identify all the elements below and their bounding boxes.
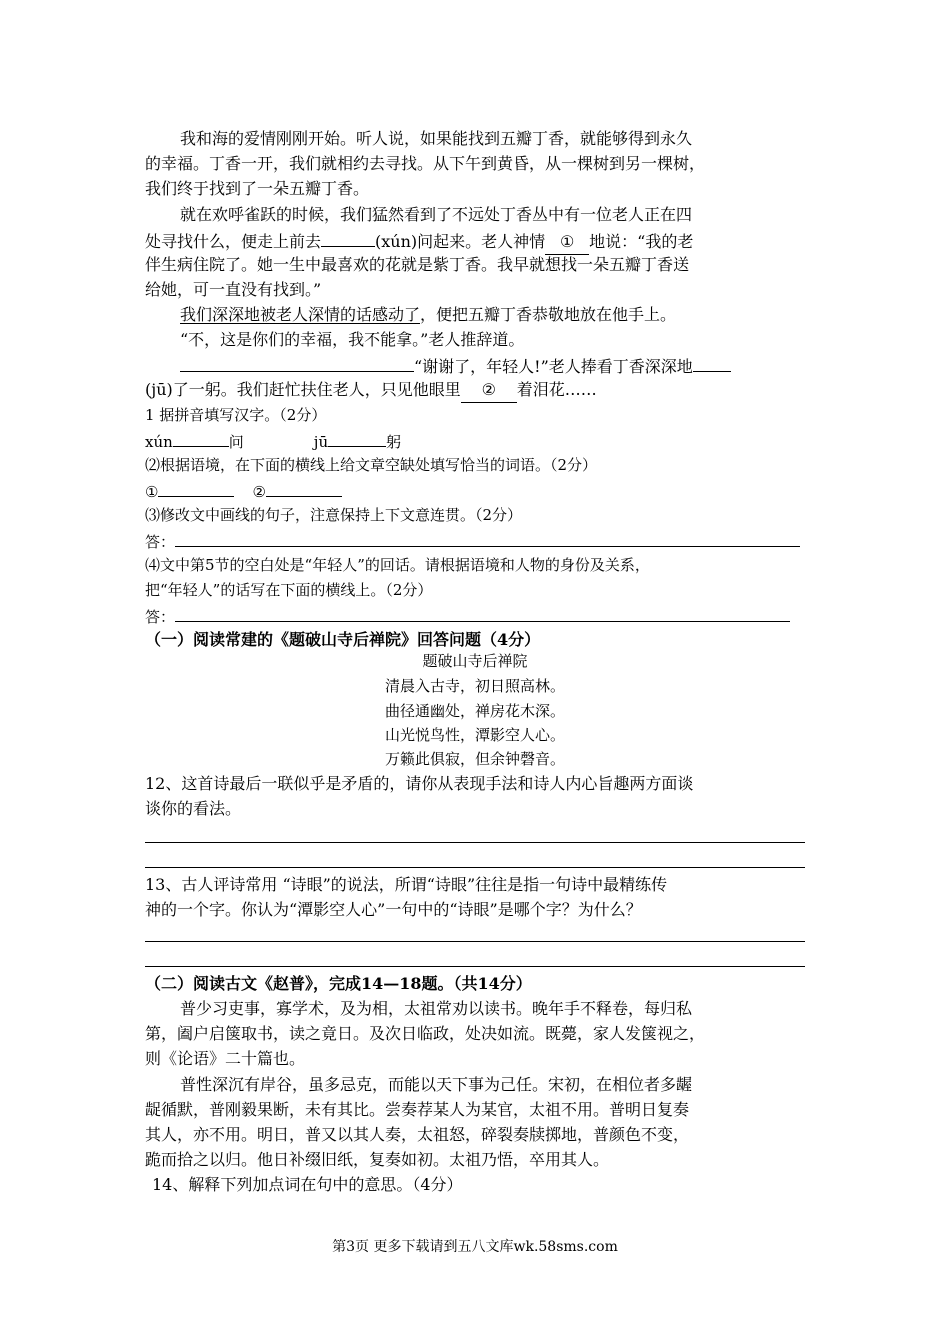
answer-blank-ju[interactable] <box>328 428 386 447</box>
answer-marker-1: ① <box>145 483 159 501</box>
char-gong: 躬 <box>386 433 402 451</box>
passage-p2-line2 <box>145 228 693 255</box>
question-4-line1: ⑷文中第5节的空白处是“年轻人”的回话。请根据语境和人物的身份及关系， <box>145 556 650 574</box>
fill-blank-reply[interactable] <box>180 353 414 372</box>
answer-line-q12-2[interactable] <box>145 867 805 868</box>
answer-line-q13-1[interactable] <box>145 941 805 942</box>
question-13-line2: 神的一个字。你认为“潭影空人心”一句中的“诗眼”是哪个字？为什么？ <box>145 900 642 919</box>
poem-line-4: 万籁此俱寂，但余钟磬音。 <box>384 750 565 768</box>
fill-blank-2[interactable] <box>461 378 517 403</box>
pinyin-ju: jū <box>313 433 329 451</box>
classical-p2-line2: 龊循默，普刚毅果断，未有其比。尝奏荐某人为某官，太祖不用。普明日复奏 <box>145 1100 690 1119</box>
question-1-answer-row <box>145 428 401 454</box>
text-segment: ，便把五瓣丁香恭敬地放在他手上。 <box>420 305 677 324</box>
classical-p2-line1: 普性深沉有岸谷，虽多忌克，而能以天下事为己任。宋初，在相位者多龌 <box>180 1075 693 1094</box>
passage-p2-line3: 伴生病住院了。她一生中最喜欢的花就是紫丁香。我早就想找一朵五瓣丁香送 <box>145 255 690 274</box>
question-12-line1: 12、这首诗最后一联似乎是矛盾的，请你从表现手法和诗人内心旨趣两方面谈 <box>145 774 694 793</box>
question-2: ⑵根据语境，在下面的横线上给文章空缺处填写恰当的词语。（2分） <box>145 456 598 474</box>
underlined-sentence: 我们深深地被老人深情的话感动了 <box>180 305 421 324</box>
passage-p5-line2 <box>145 378 597 403</box>
text-segment: 地说：“我的老 <box>589 232 694 251</box>
text-segment: (xún)问起来。老人神情 <box>375 232 546 251</box>
text-segment: “谢谢了，年轻人!”老人捧看丁香深深地 <box>414 357 693 376</box>
fill-blank-1[interactable] <box>545 230 589 255</box>
question-14: 14、解释下列加点词在句中的意思。（4分） <box>152 1175 463 1194</box>
fill-blank-ju[interactable] <box>693 353 731 372</box>
answer-line-q3[interactable] <box>175 528 800 547</box>
classical-p1-line1: 普少习吏事，寡学术，及为相，太祖常劝以读书。晚年手不释卷，每归私 <box>180 999 693 1018</box>
classical-p2-line4: 跪而拾之以归。他日补缀旧纸，复奏如初。太祖乃悟，卒用其人。 <box>145 1150 610 1169</box>
answer-line-q12-1[interactable] <box>145 842 805 843</box>
answer-line-q4[interactable] <box>175 603 790 622</box>
poem-line-3: 山光悦鸟性，潭影空人心。 <box>384 726 565 744</box>
pinyin-xun: xún <box>145 433 173 451</box>
blank-marker-2: ② <box>481 380 496 399</box>
poem-line-1: 清晨入古寺，初日照高林。 <box>384 677 565 695</box>
passage-p4: “不，这是你们的幸福，我不能拿。”老人推辞道。 <box>180 330 525 349</box>
passage-p5-line1 <box>180 353 731 379</box>
answer-blank-2[interactable] <box>266 478 342 497</box>
classical-p1-line3: 则《论语》二十篇也。 <box>145 1049 306 1068</box>
answer-blank-1[interactable] <box>158 478 234 497</box>
question-2-answer-row <box>145 478 342 504</box>
poem-title: 题破山寺后禅院 <box>422 652 528 670</box>
answer-label: 答： <box>145 533 176 551</box>
question-3-answer-row <box>145 528 800 554</box>
question-3: ⑶修改文中画线的句子，注意保持上下文意连贯。（2分） <box>145 506 523 524</box>
passage-p1-line3: 我们终于找到了一朵五瓣丁香。 <box>145 179 370 198</box>
question-1: 1 据拼音填写汉字。（2分） <box>145 406 327 424</box>
classical-p1-line2: 第，阖户启箧取书，读之竟日。及次日临政，处决如流。既薨，家人发箧视之， <box>145 1024 706 1043</box>
text-segment: 着泪花…… <box>516 380 597 399</box>
answer-blank-xun[interactable] <box>173 428 229 447</box>
passage-p2-line4: 给她，可一直没有找到。” <box>145 280 322 299</box>
answer-line-q13-2[interactable] <box>145 966 805 967</box>
question-4-line2: 把“年轻人”的话写在下面的横线上。（2分） <box>145 581 433 599</box>
blank-marker-1: ① <box>559 232 575 251</box>
passage-p1-line2: 的幸福。丁香一开，我们就相约去寻找。从下午到黄昏，从一棵树到另一棵树， <box>145 154 706 173</box>
section-1-heading: （一）阅读常建的《题破山寺后禅院》回答问题（4分） <box>145 630 541 649</box>
poem-line-2: 曲径通幽处，禅房花木深。 <box>384 702 565 720</box>
question-4-answer-row <box>145 603 790 629</box>
passage-p3 <box>180 303 676 327</box>
text-segment: (jū)了一躬。我们赶忙扶住老人，只见他眼里 <box>145 380 461 399</box>
question-13-line1: 13、古人评诗常用 “诗眼”的说法，所谓“诗眼”往往是指一句诗中最精练传 <box>145 875 668 894</box>
answer-marker-2: ② <box>252 483 266 501</box>
passage-p2-line1: 就在欢呼雀跃的时候，我们猛然看到了不远处丁香丛中有一位老人正在四 <box>180 205 693 224</box>
text-segment: 处寻找什么，便走上前去 <box>145 232 322 251</box>
passage-p1-line1: 我和海的爱情刚刚开始。听人说，如果能找到五瓣丁香，就能够得到永久 <box>180 129 693 148</box>
classical-p2-line3: 其人，亦不用。明日，普又以其人奏，太祖怒，碎裂奏牍掷地，普颜色不变， <box>145 1125 690 1144</box>
char-wen: 问 <box>228 433 244 451</box>
page-footer: 第3页 更多下载请到五八文库wk.58sms.com <box>332 1239 618 1255</box>
section-2-heading: （二）阅读古文《赵普》，完成14—18题。（共14分） <box>145 974 532 993</box>
fill-blank-xun[interactable] <box>321 228 375 247</box>
answer-label: 答： <box>145 608 176 626</box>
question-12-line2: 谈你的看法。 <box>145 799 242 818</box>
